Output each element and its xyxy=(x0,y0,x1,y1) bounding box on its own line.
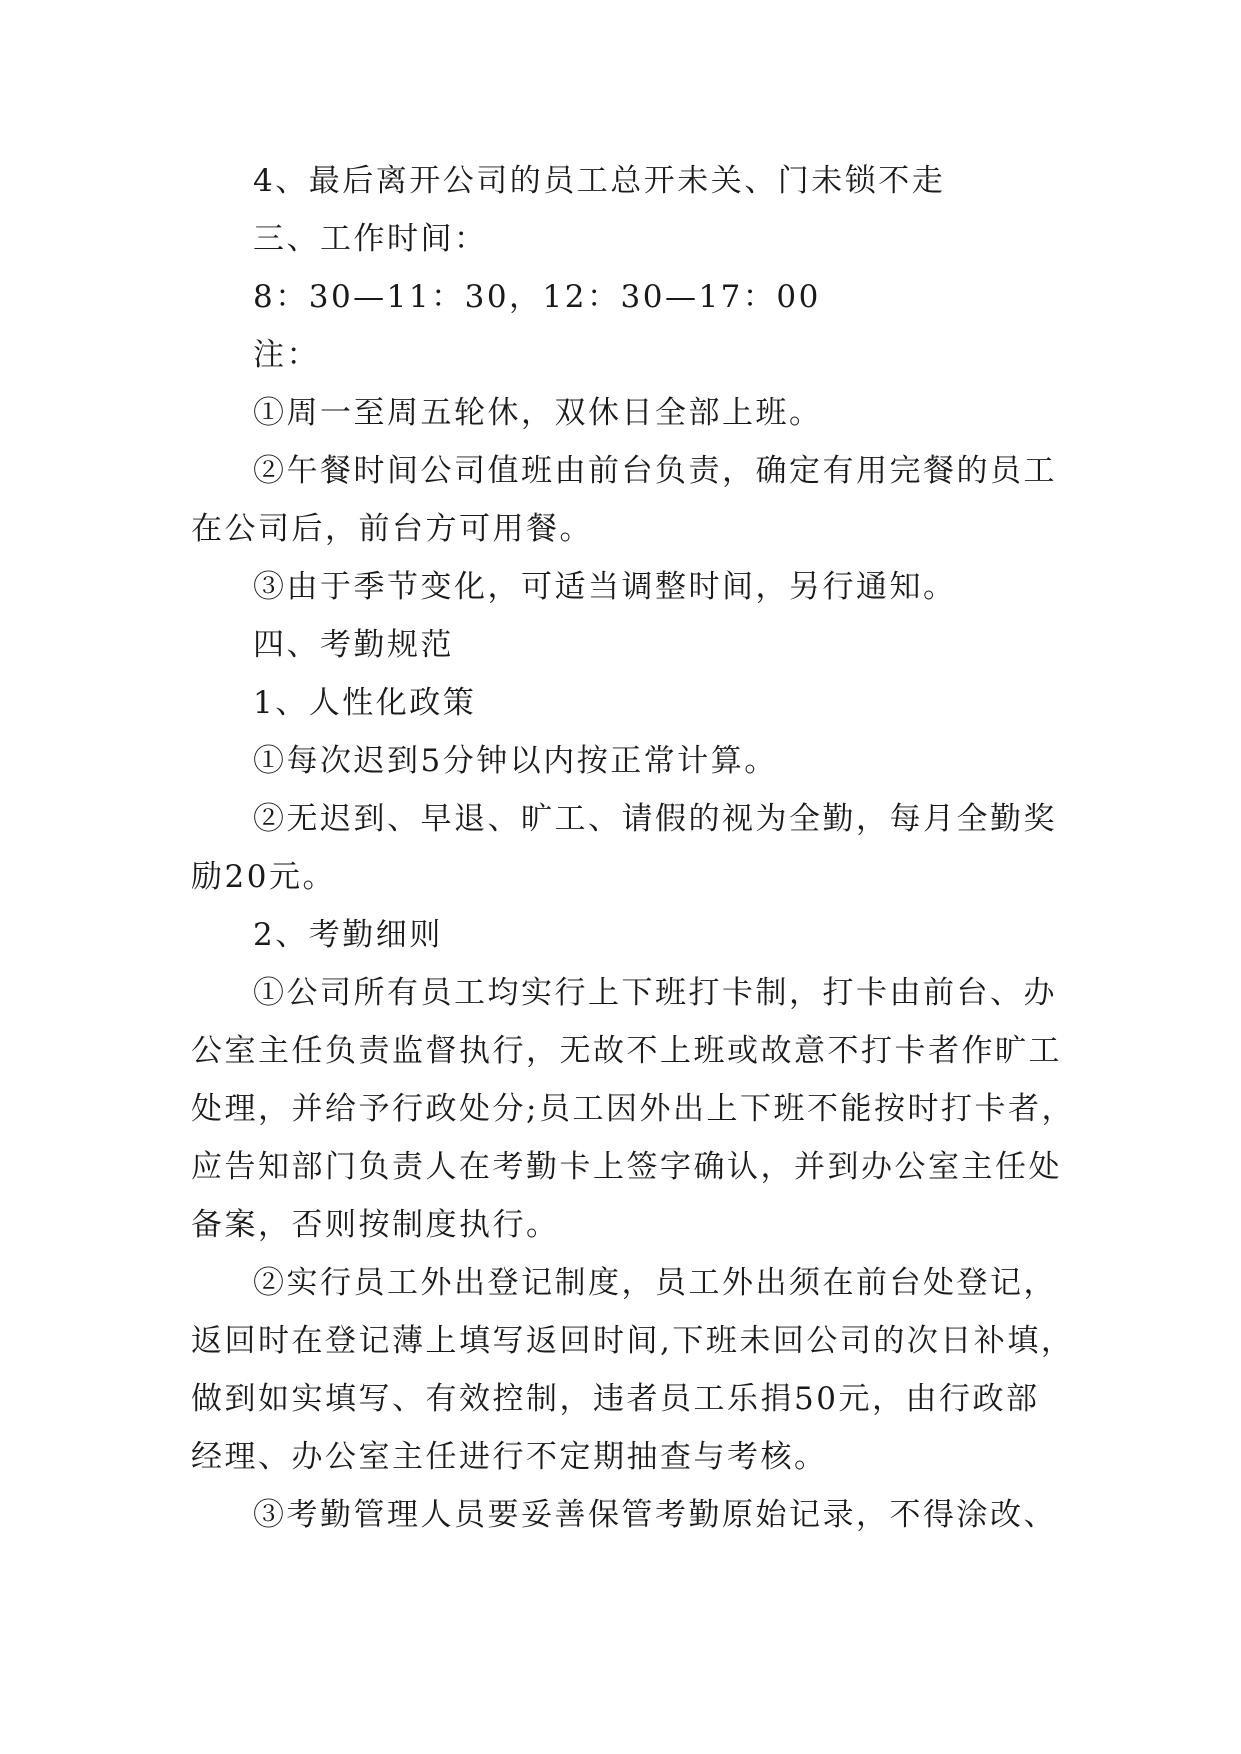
text-line: ③由于季节变化，可适当调整时间，另行通知。 xyxy=(253,569,957,605)
text-line: 做到如实填写、有效控制，违者员工乐捐50元，由行政部 xyxy=(191,1381,1040,1417)
text-line: 处理，并给予行政处分;员工因外出上下班不能按时打卡者， xyxy=(191,1091,1075,1127)
text-line: 4、最后离开公司的员工总开未关、门未锁不走 xyxy=(253,163,946,199)
text-line: ②实行员工外出登记制度，员工外出须在前台处登记， xyxy=(253,1265,1057,1301)
note-label: 注： xyxy=(253,337,320,373)
text-line: ①公司所有员工均实行上下班打卡制，打卡由前台、办 xyxy=(253,975,1057,1011)
subsection-heading: 2、考勤细则 xyxy=(253,917,443,953)
text-line: 应告知部门负责人在考勤卡上签字确认，并到办公室主任处 xyxy=(191,1149,1062,1185)
text-line: ①每次迟到5分钟以内按正常计算。 xyxy=(253,743,778,779)
text-line: 经理、办公室主任进行不定期抽查与考核。 xyxy=(191,1439,828,1475)
text-line: 在公司后，前台方可用餐。 xyxy=(191,511,593,547)
text-line: 公室主任负责监督执行，无故不上班或故意不打卡者作旷工 xyxy=(191,1033,1062,1069)
section-heading: 四、考勤规范 xyxy=(253,627,454,663)
text-line: ②无迟到、早退、旷工、请假的视为全勤，每月全勤奖 xyxy=(253,801,1057,837)
text-line: ①周一至周五轮休，双休日全部上班。 xyxy=(253,395,823,431)
subsection-heading: 1、人性化政策 xyxy=(253,685,477,721)
section-heading: 三、工作时间： xyxy=(253,221,488,257)
text-line: 8：30—11：30，12：30—17：00 xyxy=(253,279,821,315)
text-line: ③考勤管理人员要妥善保管考勤原始记录，不得涂改、 xyxy=(253,1497,1057,1533)
text-line: 返回时在登记薄上填写返回时间,下班未回公司的次日补填， xyxy=(191,1323,1075,1359)
text-line: ②午餐时间公司值班由前台负责，确定有用完餐的员工 xyxy=(253,453,1057,489)
document-body xyxy=(191,152,1075,1544)
text-line: 励20元。 xyxy=(191,859,336,895)
text-line: 备案，否则按制度执行。 xyxy=(191,1207,560,1243)
